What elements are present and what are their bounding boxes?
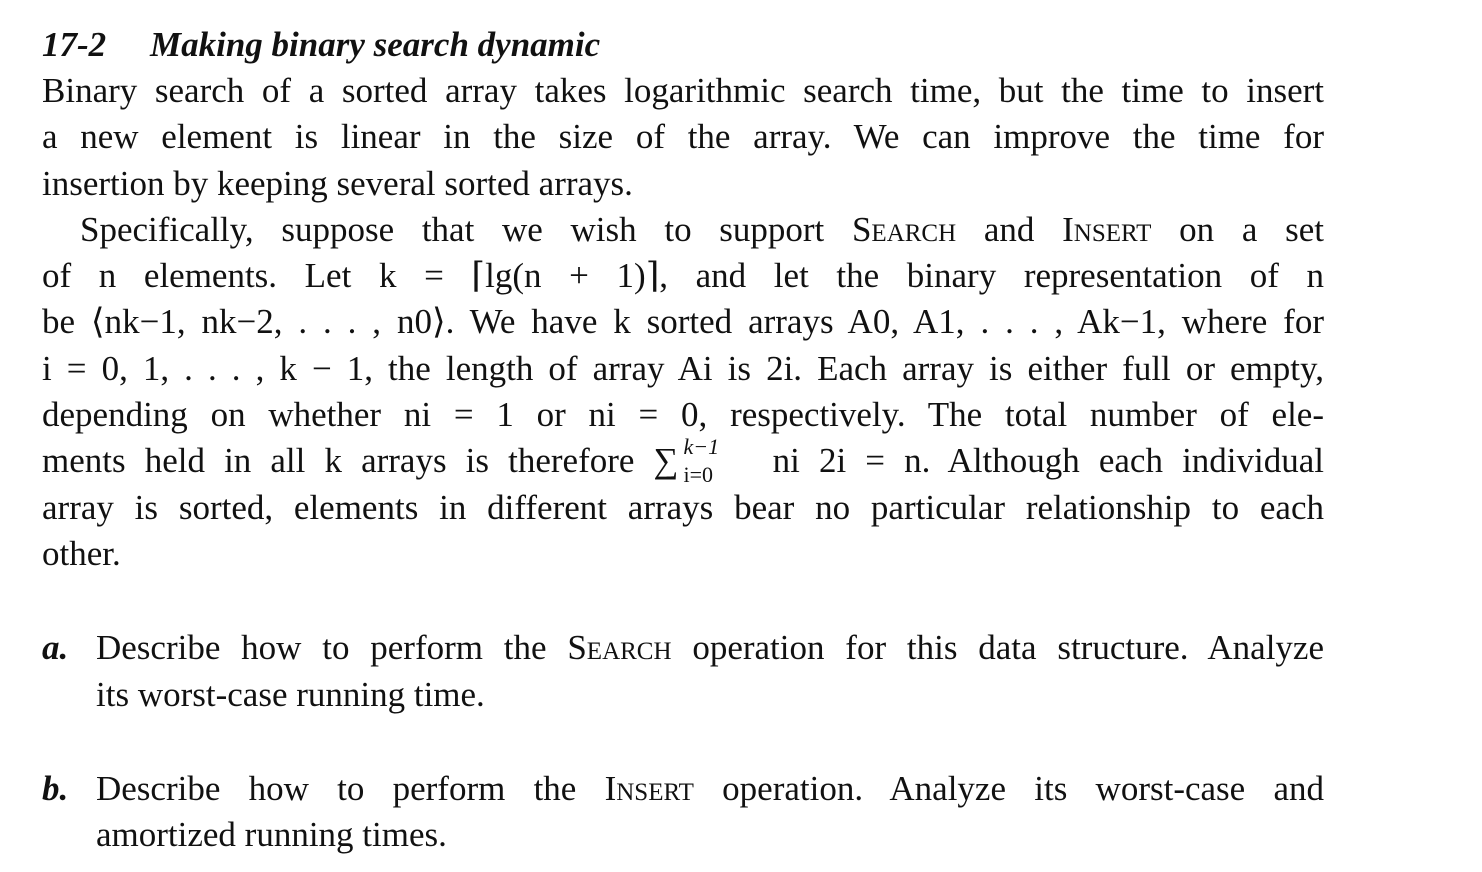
- part-b-line-1-text-a: Describe how to perform the: [96, 768, 605, 808]
- specification-paragraph: [42, 207, 1324, 577]
- spec-line-4: i = 0, 1, . . . , k − 1, the length of array Ai is 2i. Each array is either full or empty,: [42, 348, 1324, 388]
- spacer: [42, 577, 1324, 625]
- intro-paragraph: [42, 68, 1324, 207]
- part-b-operation-name: Insert: [604, 768, 694, 808]
- part-a-line-1-text-b: operation for this data structure. Analyze: [671, 628, 1324, 668]
- intro-line-1: Binary search of a sorted array takes logarithmic search time, but the time to insert: [42, 71, 1324, 110]
- search-operation-name: Search: [851, 209, 957, 249]
- summation-symbol: ∑: [653, 441, 679, 481]
- summation-expression: [653, 434, 754, 488]
- spec-line-6-text-a: ments held in all k arrays is therefore: [42, 441, 635, 481]
- spec-line-1-text-b: and: [956, 209, 1063, 249]
- summation-lower-limit: i=0: [683, 462, 714, 488]
- part-a-operation-name: Search: [567, 628, 672, 668]
- spec-line-6-text-b: ni 2i = n. Although each individual: [753, 441, 1325, 481]
- part-a-label: a.: [42, 628, 69, 668]
- part-a-body: [96, 625, 1324, 718]
- intro-line-2: a new element is linear in the size of the array. We can improve the time for: [42, 117, 1324, 157]
- part-a: [42, 625, 1324, 718]
- part-b-label: b.: [42, 768, 69, 808]
- part-a-line-1-text-a: Describe how to perform the: [96, 628, 568, 668]
- part-b-line-1-text-b: operation. Analyze its worst-case and: [693, 768, 1324, 808]
- spec-line-2: of n elements. Let k = ⌈lg(n + 1)⌉, and let the binary representation of n: [42, 256, 1324, 296]
- part-b-body: [96, 766, 1324, 859]
- part-a-line-1: [96, 625, 1324, 671]
- exercise-page: [42, 22, 1324, 858]
- spec-line-5: depending on whether ni = 1 or ni = 0, respectively. The total number of ele-: [42, 395, 1324, 435]
- insert-operation-name: Insert: [1062, 209, 1152, 249]
- spec-line-1-text-a: Specifically, suppose that we wish to support: [80, 209, 852, 249]
- spec-line-8: other.: [42, 533, 121, 573]
- part-b-line-2: amortized running times.: [96, 815, 447, 855]
- spacer: [42, 718, 1324, 766]
- problem-number: 17-2: [42, 25, 107, 64]
- problem-title: Making binary search dynamic: [150, 25, 601, 64]
- part-b: [42, 766, 1324, 859]
- spec-line-1-text-c: on a set: [1151, 209, 1324, 249]
- spec-line-6: [42, 434, 1325, 488]
- problem-heading: [42, 22, 1324, 68]
- spec-line-7: array is sorted, elements in different arrays bear no particular relationship to each: [42, 487, 1324, 527]
- summation-upper-limit: k−1: [683, 434, 720, 460]
- part-b-line-1: [96, 766, 1324, 812]
- part-a-line-2: its worst-case running time.: [96, 674, 485, 714]
- intro-line-3: insertion by keeping several sorted arrays.: [42, 163, 633, 203]
- spec-line-3: be ⟨nk−1, nk−2, . . . , n0⟩. We have k sorted arrays A0, A1, . . . , Ak−1, where for: [42, 302, 1324, 342]
- spec-line-1: [42, 207, 1324, 253]
